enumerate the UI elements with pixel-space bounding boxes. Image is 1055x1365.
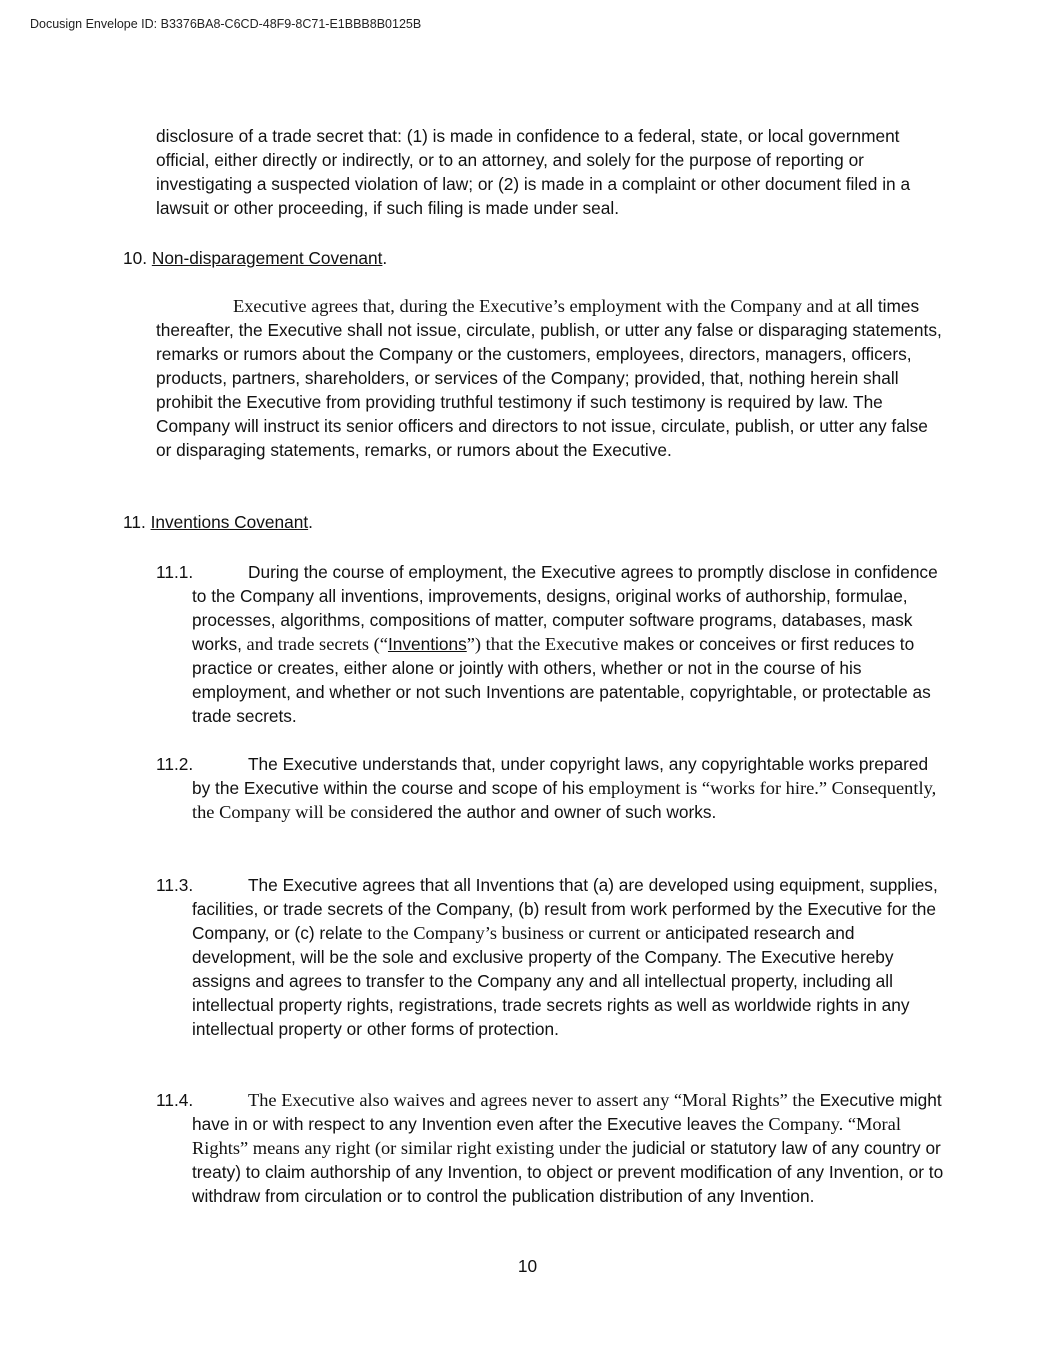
section-10-body-serif: Executive agrees that, during the Executive’s employment with the Company and at (233, 296, 851, 316)
page-number: 10 (517, 1256, 538, 1276)
section-11-heading (123, 510, 313, 534)
section-11-number: 11. (123, 512, 146, 532)
subsection-11-4-number: 11.4. (156, 1090, 194, 1110)
subsection-11-2-text (156, 752, 946, 824)
subsection-11-1-text-b: and trade secrets (“ (241, 634, 388, 654)
section-10-number: 10. (123, 248, 148, 268)
subsection-11-2-number: 11.2. (156, 754, 194, 774)
envelope-id: Docusign Envelope ID: B3376BA8-C6CD-48F9-8C71-E1BBB8B0125B (30, 17, 422, 31)
subsection-11-4 (156, 1088, 946, 1208)
subsection-11-1-number: 11.1. (156, 562, 194, 582)
subsection-11-3-text-b: to the Company’s business or current or (362, 923, 661, 943)
subsection-11-3-text-c: anticipated research and development, will be the sole and exclusive property of the Company. The Executive hereby assigns and agrees to transfer to the Company any and all intellectual property, including all intellectual property rights, registrations, trade secrets rights as well as worldwide rights in any intellectual property or other forms of protection. (192, 923, 910, 1039)
section-11-title-punct: . (308, 512, 313, 532)
section-10-title: Non-disparagement Covenant (151, 248, 383, 268)
defined-term-inventions: Inventions (387, 634, 467, 654)
subsection-11-4-text-b: Executive might have in or with respect to any Invention even after the Executive leaves (192, 1090, 942, 1134)
subsection-11-2-text-c: ered the author and owner of such works. (398, 802, 717, 822)
subsection-11-1-text-d: makes or conceives or first reduces to practice or creates, either alone or jointly with others, whether or not in the course of his employment, and whether or not such Inventions are patentable, copyrightable, or protectable as trade secrets. (192, 634, 931, 726)
subsection-11-1-text (156, 560, 946, 728)
section-10-body (156, 294, 946, 462)
subsection-11-4-text-a: The Executive also waives and agrees never to assert any “Moral Rights” the (248, 1090, 815, 1110)
subsection-11-1 (156, 560, 946, 728)
subsection-11-1-text-c: ”) that the Executive (466, 634, 619, 654)
subsection-11-4-text (156, 1088, 946, 1208)
subsection-11-2 (156, 752, 946, 824)
section-11-title: Inventions Covenant (150, 512, 309, 532)
section-10-body-rest: all times thereafter, the Executive shall not issue, circulate, publish, or utter any false or disparaging statements, remarks or rumors about the Company or the customers, employees, directors, managers, officers, products, partners, shareholders, or services of the Company; provided, that, nothing herein shall prohibit the Executive from providing truthful testimony if such testimony is required by law. The Company will instruct its senior officers and directors to not issue, circulate, publish, or utter any false or disparaging statements, remarks, or rumors about the Executive. (156, 296, 942, 460)
subsection-11-1-text-a: During the course of employment, the Executive agrees to promptly disclose in confidence to the Company all inventions, improvements, designs, original works of authorship, formulae, processes, algorithms, compositions of matter, computer software programs, databases, mask works, (192, 562, 938, 654)
section-10-title-punct: . (382, 248, 388, 268)
subsection-11-3-text-a: The Executive agrees that all Inventions that (a) are developed using equipment, supplies, facilities, or trade secrets of the Company, (b) result from work performed by the Executive for the Company, or (c) relate (192, 875, 938, 943)
section-10-heading (123, 246, 387, 270)
subsection-11-2-text-b: employment is “works for hire.” Consequently, the Company will be consid (192, 778, 937, 822)
subsection-11-3 (156, 873, 946, 1041)
subsection-11-2-text-a: The Executive understands that, under copyright laws, any copyrightable works prepared by the Executive within the course and scope of his (192, 754, 929, 798)
subsection-11-3-text (156, 873, 946, 1041)
subsection-11-4-text-c: the Company. “Moral Rights” means any right (or similar right existing under the (192, 1114, 901, 1158)
intro-paragraph: disclosure of a trade secret that: (1) is made in confidence to a federal, state, or local government official, either directly or indirectly, or to an attorney, and solely for the purpose of reporting or investigating a suspected violation of law; or (2) is made in a complaint or other document filed in a lawsuit or other proceeding, if such filing is made under seal. (156, 126, 911, 218)
subsection-11-4-text-d: judicial or statutory law of any country or treaty) to claim authorship of any Invention, to object or prevent modification of any Invention, or to withdraw from circulation or to control the publication distribution of any Invention. (192, 1138, 944, 1206)
subsection-11-3-number: 11.3. (156, 875, 194, 895)
